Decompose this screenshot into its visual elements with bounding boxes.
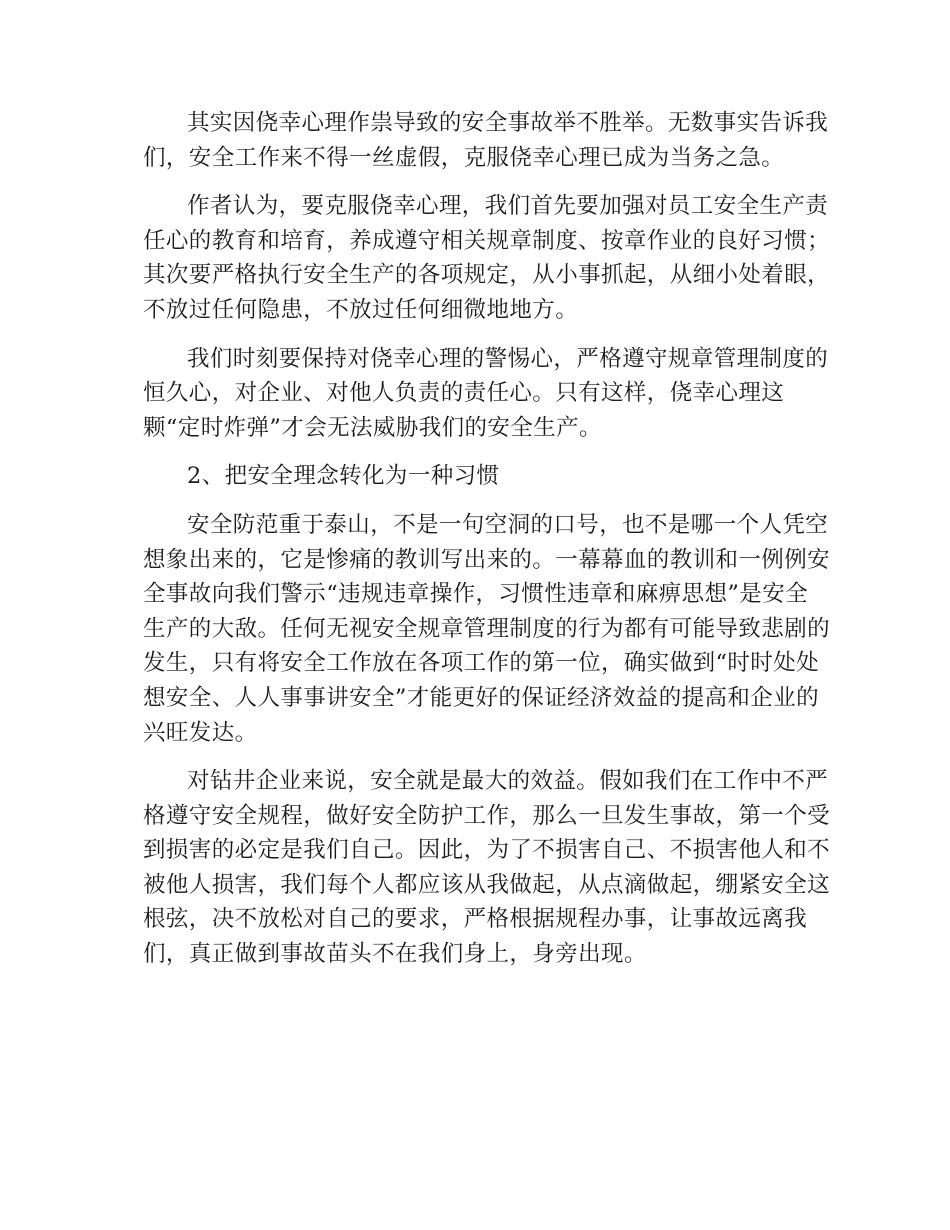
paragraph-line: 作者认为，要克服侥幸心理，我们首先要加强对员工安全生产责 xyxy=(187,193,829,220)
paragraph-line: 生产的大敌。任何无视安全规章管理制度的行为都有可能导致悲剧的 xyxy=(143,615,831,642)
paragraph-line: 被他人损害，我们每个人都应该从我做起，从点滴做起，绷紧安全这 xyxy=(143,871,831,898)
paragraph-line: 不放过任何隐患，不放过任何细微地地方。 xyxy=(143,296,579,323)
paragraph-line: 恒久心，对企业、对他人负责的责任心。只有这样，侥幸心理这 xyxy=(143,380,785,407)
paragraph-line: 其次要严格执行安全生产的各项规定，从小事抓起，从细小处着眼， xyxy=(143,262,831,289)
paragraph-3 xyxy=(143,342,829,446)
paragraph-1 xyxy=(143,106,829,175)
paragraph-line: 们，安全工作来不得一丝虚假，克服侥幸心理已成为当务之急。 xyxy=(143,144,785,171)
paragraph-line: 根弦，决不放松对自己的要求，严格根据规程办事，让事故远离我 xyxy=(143,906,808,933)
paragraph-line: 格遵守安全规程，做好安全防护工作，那么一旦发生事故，第一个受 xyxy=(143,802,831,829)
paragraph-5 xyxy=(143,764,831,972)
paragraph-line: 们，真正做到事故苗头不在我们身上，身旁出现。 xyxy=(143,941,647,968)
paragraph-line: 对钻井企业来说，安全就是最大的效益。假如我们在工作中不严 xyxy=(187,768,829,795)
paragraph-line: 其实因侥幸心理作祟导致的安全事故举不胜举。无数事实告诉我 xyxy=(187,110,829,136)
paragraph-line: 安全防范重于泰山，不是一句空洞的口号，也不是哪一个人凭空 xyxy=(187,511,829,538)
paragraph-line: 任心的教育和培育，养成遵守相关规章制度、按章作业的良好习惯； xyxy=(143,227,831,254)
paragraph-line: 发生，只有将安全工作放在各项工作的第一位，确实做到“时时处处 xyxy=(143,650,820,677)
document-page xyxy=(143,106,831,986)
paragraph-line: 颗“定时炸弹”才会无法威胁我们的安全生产。 xyxy=(143,414,602,441)
paragraph-line: 我们时刻要保持对侥幸心理的警惕心，严格遵守规章管理制度的 xyxy=(187,345,829,372)
paragraph-line: 想安全、人人事事讲安全”才能更好的保证经济效益的提高和企业的 xyxy=(143,684,820,711)
paragraph-line: 兴旺发达。 xyxy=(143,719,258,746)
section-heading: 2、把安全理念转化为一种习惯 xyxy=(187,463,500,490)
paragraph-line: 想象出来的，它是惨痛的教训写出来的。一幕幕血的教训和一例例安 xyxy=(143,546,831,573)
paragraph-4 xyxy=(143,508,831,750)
paragraph-line: 全事故向我们警示“违规违章操作，习惯性违章和麻痹思想”是安全 xyxy=(143,581,809,608)
paragraph-2 xyxy=(143,189,831,327)
paragraph-line: 到损害的必定是我们自己。因此，为了不损害自己、不损害他人和不 xyxy=(143,837,831,864)
